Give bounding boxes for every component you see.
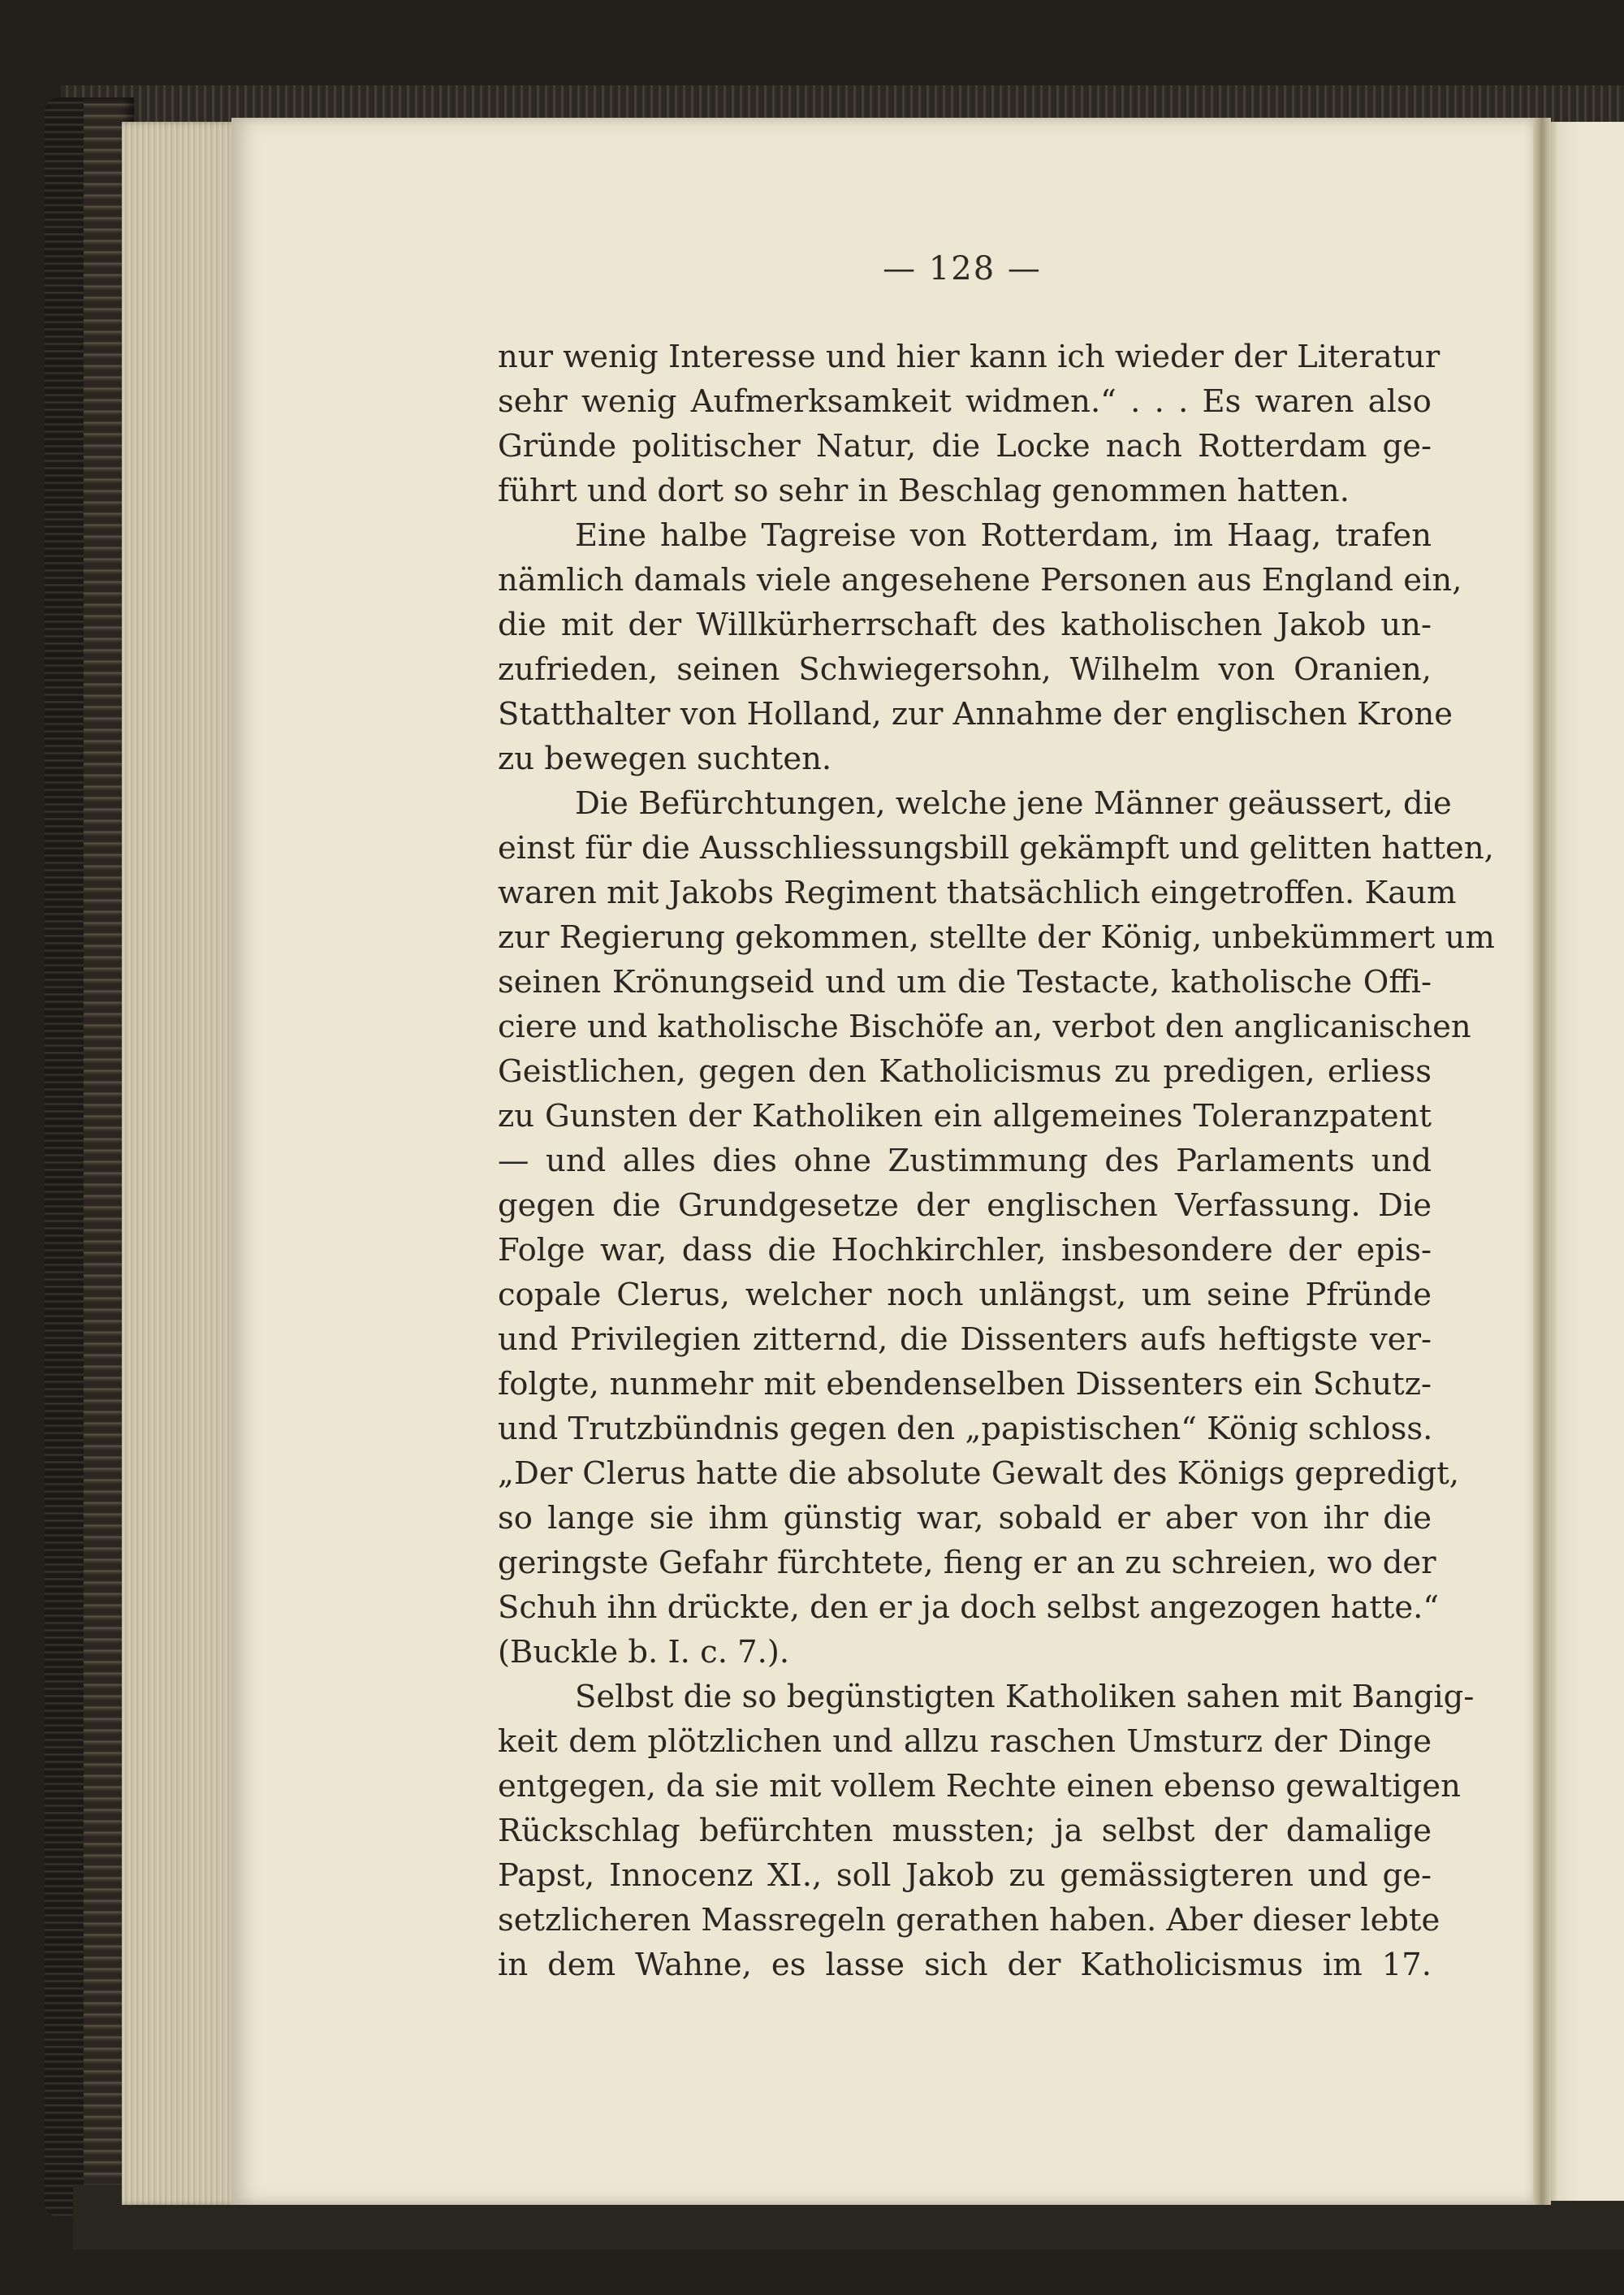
text-line: zur Regierung gekommen, stellte der König, unbekümmert um — [498, 919, 1495, 956]
text-line: nämlich damals viele angesehene Personen aus England ein, — [498, 562, 1462, 599]
text-line: gegen die Grundgesetze der englischen Verfassung. Die — [498, 1187, 1432, 1224]
text-line: zu bewegen suchten. — [498, 741, 832, 777]
text-line: zu Gunsten der Katholiken ein allgemeines Toleranzpatent — [498, 1098, 1432, 1135]
page-edges-stack — [122, 122, 244, 2205]
text-line: Folge war, dass die Hochkirchler, insbesondere der epis- — [498, 1232, 1432, 1269]
text-line: Statthalter von Holland, zur Annahme der englischen Krone — [498, 696, 1453, 733]
text-line: Rückschlag befürchten mussten; ja selbst der damalige — [498, 1813, 1432, 1849]
text-line: einst für die Ausschliessungsbill gekämpft und gelitten hatten, — [498, 830, 1494, 867]
text-line: Gründe politischer Natur, die Locke nach Rotterdam ge- — [498, 428, 1432, 465]
text-line: Eine halbe Tagreise von Rotterdam, im Haag, trafen — [575, 517, 1432, 554]
text-line: seinen Krönungseid und um die Testacte, katholische Offi- — [498, 964, 1432, 1001]
text-line: setzlicheren Massregeln gerathen haben. Aber dieser lebte — [498, 1902, 1440, 1938]
spine-binding — [45, 97, 84, 2217]
text-line: waren mit Jakobs Regiment thatsächlich eingetroffen. Kaum — [498, 875, 1457, 911]
book-spine-cloth — [45, 97, 134, 2217]
text-line: geringste Gefahr fürchtete, fieng er an zu schreien, wo der — [498, 1545, 1436, 1581]
page-number: — 128 — — [883, 250, 1042, 287]
text-line: führt und dort so sehr in Beschlag genommen hatten. — [498, 473, 1350, 509]
text-line: folgte, nunmehr mit ebendenselben Dissenters ein Schutz- — [498, 1366, 1432, 1402]
text-line: Papst, Innocenz XI., soll Jakob zu gemässigteren und ge- — [498, 1857, 1432, 1894]
text-line: zufrieden, seinen Schwiegersohn, Wilhelm von Oranien, — [498, 651, 1432, 688]
text-line: und Trutzbündnis gegen den „papistischen“ König schloss. — [498, 1411, 1433, 1447]
text-line: in dem Wahne, es lasse sich der Katholicismus im 17. — [498, 1947, 1432, 1983]
page-text-body — [498, 335, 1495, 1987]
text-line: keit dem plötzlichen und allzu raschen Umsturz der Dinge — [498, 1723, 1432, 1760]
text-line: nur wenig Interesse und hier kann ich wieder der Literatur — [498, 339, 1440, 375]
text-line: Geistlichen, gegen den Katholicismus zu predigen, erliess — [498, 1053, 1432, 1090]
facing-page-edge — [1547, 122, 1624, 2201]
page-gutter — [1533, 118, 1551, 2205]
text-line: „Der Clerus hatte die absolute Gewalt des Königs gepredigt, — [498, 1455, 1459, 1492]
text-line: Selbst die so begünstigten Katholiken sahen mit Bangig- — [575, 1679, 1475, 1715]
text-line: sehr wenig Aufmerksamkeit widmen.“ . . . Es waren also — [498, 383, 1432, 420]
text-line: — und alles dies ohne Zustimmung des Parlaments und — [498, 1143, 1432, 1179]
text-line: entgegen, da sie mit vollem Rechte einen ebenso gewaltigen — [498, 1768, 1461, 1804]
text-line: copale Clerus, welcher noch unlängst, um seine Pfründe — [498, 1277, 1432, 1313]
text-line: Die Befürchtungen, welche jene Männer geäussert, die — [575, 785, 1452, 822]
text-line: (Buckle b. I. c. 7.). — [498, 1634, 790, 1670]
text-line: und Privilegien zitternd, die Dissenters aufs heftigste ver- — [498, 1321, 1432, 1358]
text-line: Schuh ihn drückte, den er ja doch selbst angezogen hatte.“ — [498, 1589, 1440, 1626]
text-line: die mit der Willkürherrschaft des katholischen Jakob un- — [498, 607, 1432, 643]
text-line: ciere und katholische Bischöfe an, verbot den anglicanischen — [498, 1009, 1471, 1045]
text-line: so lange sie ihm günstig war, sobald er aber von ihr die — [498, 1500, 1432, 1536]
